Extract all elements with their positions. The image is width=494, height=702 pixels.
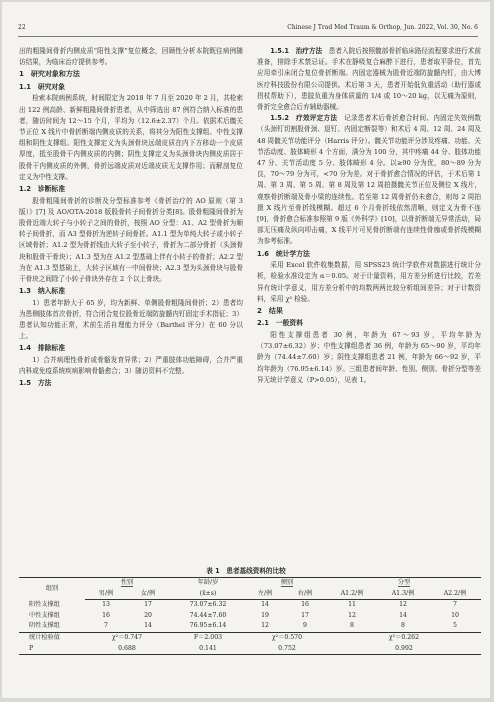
cell-a12: 8 — [350, 622, 354, 630]
cell-left: 19 — [261, 611, 269, 619]
stat-side: χ²＝0.570 — [247, 632, 327, 643]
cell-a13: 8 — [401, 622, 405, 630]
stat-sex: χ²＝0.747 — [85, 632, 169, 643]
p-type: 0.992 — [327, 644, 481, 655]
right-column — [257, 46, 481, 386]
sub-a12: A1.2/例 — [327, 589, 377, 600]
running-header — [18, 22, 478, 34]
cell-age: 73.07±6.32 — [189, 601, 227, 609]
table-caption: 表 1 患者基线资料的比较 — [206, 567, 286, 575]
inline-heading: 1.5.1 治疗方法 — [270, 47, 323, 55]
subsection-heading: 1.6 统计学方法 — [257, 249, 310, 258]
header-rule — [18, 36, 478, 37]
col-type: 分型 — [397, 579, 411, 586]
cell-right: 17 — [301, 611, 309, 619]
cell-a22: 7 — [453, 601, 457, 609]
left-column — [19, 46, 243, 390]
p-row — [19, 644, 481, 655]
cell-a13: 12 — [399, 601, 407, 609]
stat-label: 统计检验值 — [19, 632, 85, 643]
body-paragraph: 出的粗隆间骨折内侧皮质“阳性支撑”复位概念，回顾性分析本院既往病例随访结果，为临床治疗提供参考。 — [19, 47, 243, 67]
stat-row — [19, 632, 481, 643]
journal-citation: Chinese J Trad Med Traum & Orthop, Jun. 2022, Vol. 30, No. 6 — [287, 24, 478, 31]
cell-male: 7 — [104, 622, 108, 630]
subsection-heading: 2.1 一般资料 — [257, 319, 304, 328]
subsection-heading: 1.2 诊断标准 — [19, 185, 66, 194]
sub-left: 左/例 — [247, 589, 283, 600]
cell-male: 16 — [102, 611, 110, 619]
inline-heading: 1.5.2 疗效评定方法 — [270, 114, 338, 123]
paragraph-text: 患者入院后按照髋部骨折临床路径流程要求进行术前准备，排除手术禁忌证。手术在静吸复合麻醉下进行，患者取平卧位，首先应用牵引床闭合复位骨折断端。内固定器械为股骨近端防旋髓内钉，由大博医疗科技股份有限公司提供。术后第 3 天，患者开始低负重活动（助行器或拐杖帮助下），患肢负重为身体质量的 1/4 或 10～20 kg，以无痛为原则，骨折完全愈合后弃辅助器械。 — [257, 47, 482, 112]
row-group: 阴性支撑组 — [29, 622, 60, 630]
cell-right: 16 — [301, 601, 309, 609]
cell-age: 74.44±7.60 — [189, 611, 227, 619]
journal-page — [2, 2, 490, 698]
table-row — [19, 621, 481, 632]
table-row — [19, 611, 481, 622]
p-side: 0.752 — [247, 644, 327, 655]
cell-female: 17 — [144, 601, 152, 609]
p-sex: 0.688 — [85, 644, 169, 655]
cell-a12: 12 — [348, 611, 356, 619]
sub-female: 女/例 — [127, 589, 169, 600]
cell-age: 76.95±6.14 — [189, 622, 227, 630]
subsection-heading: 1.4 排除标准 — [19, 344, 66, 353]
cell-right: 9 — [303, 622, 307, 630]
cell-female: 20 — [144, 611, 152, 619]
cell-a22: 5 — [453, 622, 457, 630]
body-paragraph: 检索本院病例系统，时间限定为 2018 年 7 月至 2020 年 2 月，共检索出 122 例高龄、新鲜粗隆间骨折患者，从中筛选出 87 例符合纳入标准的患者，随访时间为 12～15 个月，平均为（12.6±2.37）个月。依据术后髋关节正位 X 线片中骨折断端内侧皮质的关系，将其分为阳性支撑组、中性支撑组和阴性支撑组。阳性支撑定义为头颈骨块远端皮质在内下方移动一个皮质厚度，抵至股骨干内侧皮质的内侧；阴性支撑定义为头颈骨块内侧皮质居于股骨干内侧皮质的外侧，骨折远端皮质对近端皮质无支撑作用；而解剖复位定义为中性支撑。 — [19, 94, 243, 181]
body-paragraph — [257, 46, 481, 113]
cell-female: 14 — [144, 622, 152, 630]
row-group: 阳性支撑组 — [29, 600, 60, 608]
col-age: 年龄/岁 — [169, 578, 247, 589]
sub-right: 右/例 — [283, 589, 327, 600]
cell-a13: 14 — [399, 611, 407, 619]
row-group: 中性支撑组 — [29, 611, 60, 619]
stat-type: χ²＝0.262 — [327, 632, 481, 643]
subsection-heading: 1.1 研究对象 — [19, 82, 66, 91]
subsection-heading: 1.5 方法 — [19, 379, 52, 388]
col-group: 组别 — [19, 578, 85, 600]
col-sex: 性别 — [120, 579, 134, 586]
cell-left: 14 — [261, 601, 269, 609]
cell-a22: 10 — [451, 611, 459, 619]
sub-male: 男/例 — [85, 589, 127, 600]
cell-left: 12 — [261, 622, 269, 630]
section-heading: 1 研究对象和方法 — [19, 70, 80, 79]
stat-age: F＝2.003 — [169, 632, 247, 643]
subsection-heading: 1.3 纳入标准 — [19, 287, 66, 296]
col-side: 侧别 — [280, 579, 294, 586]
page-number: 22 — [18, 24, 26, 31]
body-paragraph: 采用 Excel 软件收集数据，用 SPSS23 统计学软件对数据进行统计分析，检验水准设定为 α＝0.05。对于计量资料，用方差分析进行比较，若差异有统计学意义，用方差分析中的均数两两比较分析组间差异；对于计数资料，采用 χ² 检验。 — [257, 261, 481, 303]
paragraph-text: 记录患者术后骨折愈合时间、内固定失效例数（头颈钉切割股骨颈、退钉、内固定断裂等）和术后 4 周、12 周、24 周及 48 周髋关节功能评分（Harris 评分）。髋关节功能评分涉及疼痛、功能、关节活动度、肢体畸形 4 个方面，满分为 100 分，其中疼痛 44 分、肢体功能 47 分、关节活动度 5 分、肢体畸形 4 分。以≥90 分为优，80～89 分为良，70～79 分为可，<70 分为差。对于骨折愈合情况的评估，于术后第 1 周、第 3 周、第 5 周、第 8 周及第 12 周拍摄髋关节正位及侧位 X 线片，观察骨折断端及骨小梁的连续性。若至第 12 周骨折仍未愈合，则每 2 周拍摄 X 线片至骨折线模糊。超过 6 个月骨折线依然清晰，则定义为骨不连[9]，骨折愈合标准参照第 9 版《外科学》[10]，以骨折断端无异常活动，局部无压痛及纵向叩击痛，X 线平片可见骨折断端有连续性骨痂或骨折线模糊为参考标准。 — [257, 114, 481, 246]
body-paragraph: 1）患者年龄大于 65 岁，均为新鲜、单侧股骨粗隆间骨折；2）患者均为患侧肢体首次骨折，符合闭合复位股骨近端防旋髓内钉固定手术指征；3）患者认知功能正常，术前生活自理能力评分（Barthel 评分）在 60 分以上。 — [19, 298, 243, 341]
body-paragraph — [257, 113, 481, 247]
baseline-table — [19, 577, 481, 655]
sub-a13: A1.3/例 — [377, 589, 429, 600]
body-paragraph: 1）合并病理性骨折或骨骼发育异常；2）严重肢体功能障碍，合并严重内科或免疫系统疾病影响骨骼愈合；3）随访资料不完整。 — [19, 355, 243, 376]
sub-a22: A2.2/例 — [429, 589, 481, 600]
p-age: 0.141 — [169, 644, 247, 655]
sub-age: (x̄±s) — [169, 589, 247, 600]
table-row — [19, 600, 481, 611]
body-paragraph: 股骨粗隆间骨折的诊断及分型标准参考《骨折治疗的 AO 原则（第 3 版）》[7] 及 AO/OTA-2018 版股骨转子间骨折分类[8]。股骨粗隆间骨折为股骨近端大转子与小转子之间的骨折，按照 AO 分型：A1、A2 型骨折为顺转子间骨折，而 A3 型骨折为逆转子间骨折。A1.1 型为单纯大转子或小转子区域骨折；A1.2 型为骨折线由大转子至小转子，骨折为二部分骨折（头颈骨块和股骨干骨块）；A1.3 型为在 A1.2 型基础上伴有小转子的骨折；A2.2 型为在 A1.3 型基础上，大转子区域有一中间骨块；A2.3 型为头颈骨块与股骨干骨块之间除了小转子骨块外存在 2 个以上骨块。 — [19, 196, 243, 283]
body-paragraph: 阳性支撑组患者 30 例，年龄为 67～93 岁，平均年龄为（73.07±6.32）岁；中性支撑组患者 36 例，年龄为 65～90 岁，平均年龄为（74.44±7.60）岁；阴性支撑组患者 21 例，年龄为 66～92 岁，平均年龄为（76.95±6.14）岁。三组患者间年龄、性别、侧别、骨折分型等差异无统计学意义（P>0.05），见表 1。 — [257, 330, 481, 384]
p-label: P — [19, 644, 85, 655]
cell-a12: 11 — [348, 601, 356, 609]
section-heading: 2 结果 — [257, 306, 283, 315]
cell-male: 13 — [102, 601, 110, 609]
